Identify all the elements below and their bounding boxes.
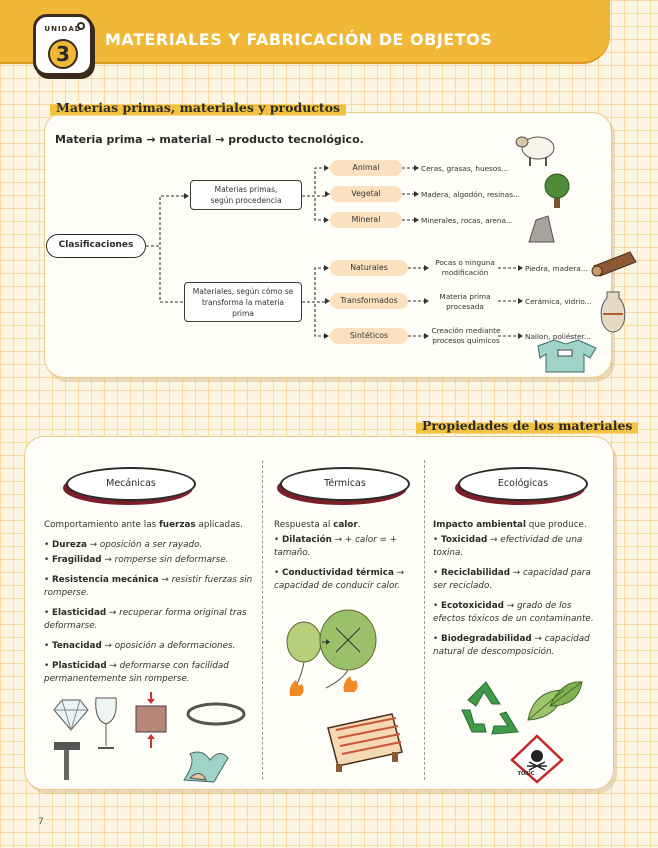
process-transformados: Materia prima procesada [439,292,491,311]
sheep-icon [512,128,560,168]
list-item: • Fragilidad → romperse sin deformarse. [44,555,229,565]
origin-pill-animal: Animal [330,160,402,176]
beam-icon [136,692,166,748]
classifications-node: Clasificaciones [46,234,146,258]
list-item: • Biodegradabilidad → capacidad natural de descomposición. [433,634,590,657]
list-item: • Tenacidad → oposición a deformaciones. [44,641,236,651]
transform-branch-box: Materiales, según cómo se transforma la materia prima [184,282,302,322]
recycle-icon [456,678,522,742]
heading-termicas: Térmicas [280,467,410,501]
material-chain: Materia prima → material → producto tecnológico. [55,133,364,146]
list-item: • Elasticidad → recuperar forma original tras deformarse. [44,608,247,631]
origin-branch-box: Materias primas, según procedencia [190,180,302,210]
twisted-material-icon [184,752,228,782]
radiator-icon [322,708,408,772]
origin-examples-vegetal: Madera, algodón, resinas... [421,190,520,199]
list-item: • Conductividad térmica → capacidad de conducir calor. [274,568,405,591]
list-item: • Ecotoxicidad → grado de los efectos tóxicos de un contaminante. [433,601,594,624]
ecological-properties-text [433,519,597,666]
thermal-properties-text [274,519,414,600]
transform-pill-naturales: Naturales [330,260,408,276]
mechanical-intro: Comportamiento ante las fuerzas aplicadas. [44,520,243,530]
transform-pill-sinteticos: Sintéticos [330,328,408,344]
column-divider-1 [262,460,263,780]
vase-icon [598,290,628,334]
origin-pill-vegetal: Vegetal [330,186,402,202]
examples-transformados: Cerámica, vidrio... [525,297,592,306]
wine-glass-icon [96,698,117,748]
transform-pill-transformados: Transformados [330,293,408,309]
unit-number: 3 [48,39,78,69]
section-tag-properties: Propiedades de los materiales [416,416,638,435]
rock-icon [526,214,556,244]
examples-naturales: Piedra, madera... [525,264,588,273]
origin-examples-animal: Ceras, grasas, huesos... [421,164,509,173]
list-item: • Resistencia mecánica → resistir fuerzas sin romperse. [44,575,253,598]
hammer-icon [54,742,80,780]
process-sinteticos: Creación mediante procesos químicos [431,326,501,345]
section-tag-raw-materials: Materias primas, materiales y productos [50,98,346,117]
tree-icon [540,172,574,210]
mechanical-illustrations [50,692,250,784]
heading-ecologicas: Ecológicas [458,467,588,501]
examples-sinteticos: Nailon, poliéster... [525,332,591,341]
thermal-intro: Respuesta al calor. [274,520,361,530]
mechanical-properties-text [44,519,254,693]
page-number: 7 [38,817,44,827]
list-item: • Plasticidad → deformarse con facilidad permanentemente sin romperse. [44,661,229,684]
page-title: MATERIALES Y FABRICACIÓN DE OBJETOS [105,30,493,49]
origin-pill-mineral: Mineral [330,212,402,228]
ecological-intro: Impacto ambiental que produce. [433,520,587,530]
list-item: • Toxicidad → efectividad de una toxina. [433,535,583,558]
rubber-band-icon [188,704,244,724]
list-item: • Dilatación → + calor = + tamaño. [274,535,398,558]
heading-mecanicas: Mecánicas [66,467,196,501]
origin-examples-mineral: Minerales, rocas, arena... [421,216,513,225]
diamond-icon [54,700,88,730]
log-icon [590,248,640,278]
process-naturales: Pocas o ninguna modificación [435,258,495,277]
leaves-icon [524,672,584,732]
list-item: • Reciclabilidad → capacidad para ser reciclado. [433,568,591,591]
unit-label: UNIDAD [44,25,82,33]
toxic-label: TOXIC [517,771,535,777]
column-divider-2 [424,460,425,780]
shirt-icon [532,338,602,374]
balloon-dilatation-icon [282,608,422,700]
list-item: • Dureza → oposición a ser rayado. [44,540,203,550]
